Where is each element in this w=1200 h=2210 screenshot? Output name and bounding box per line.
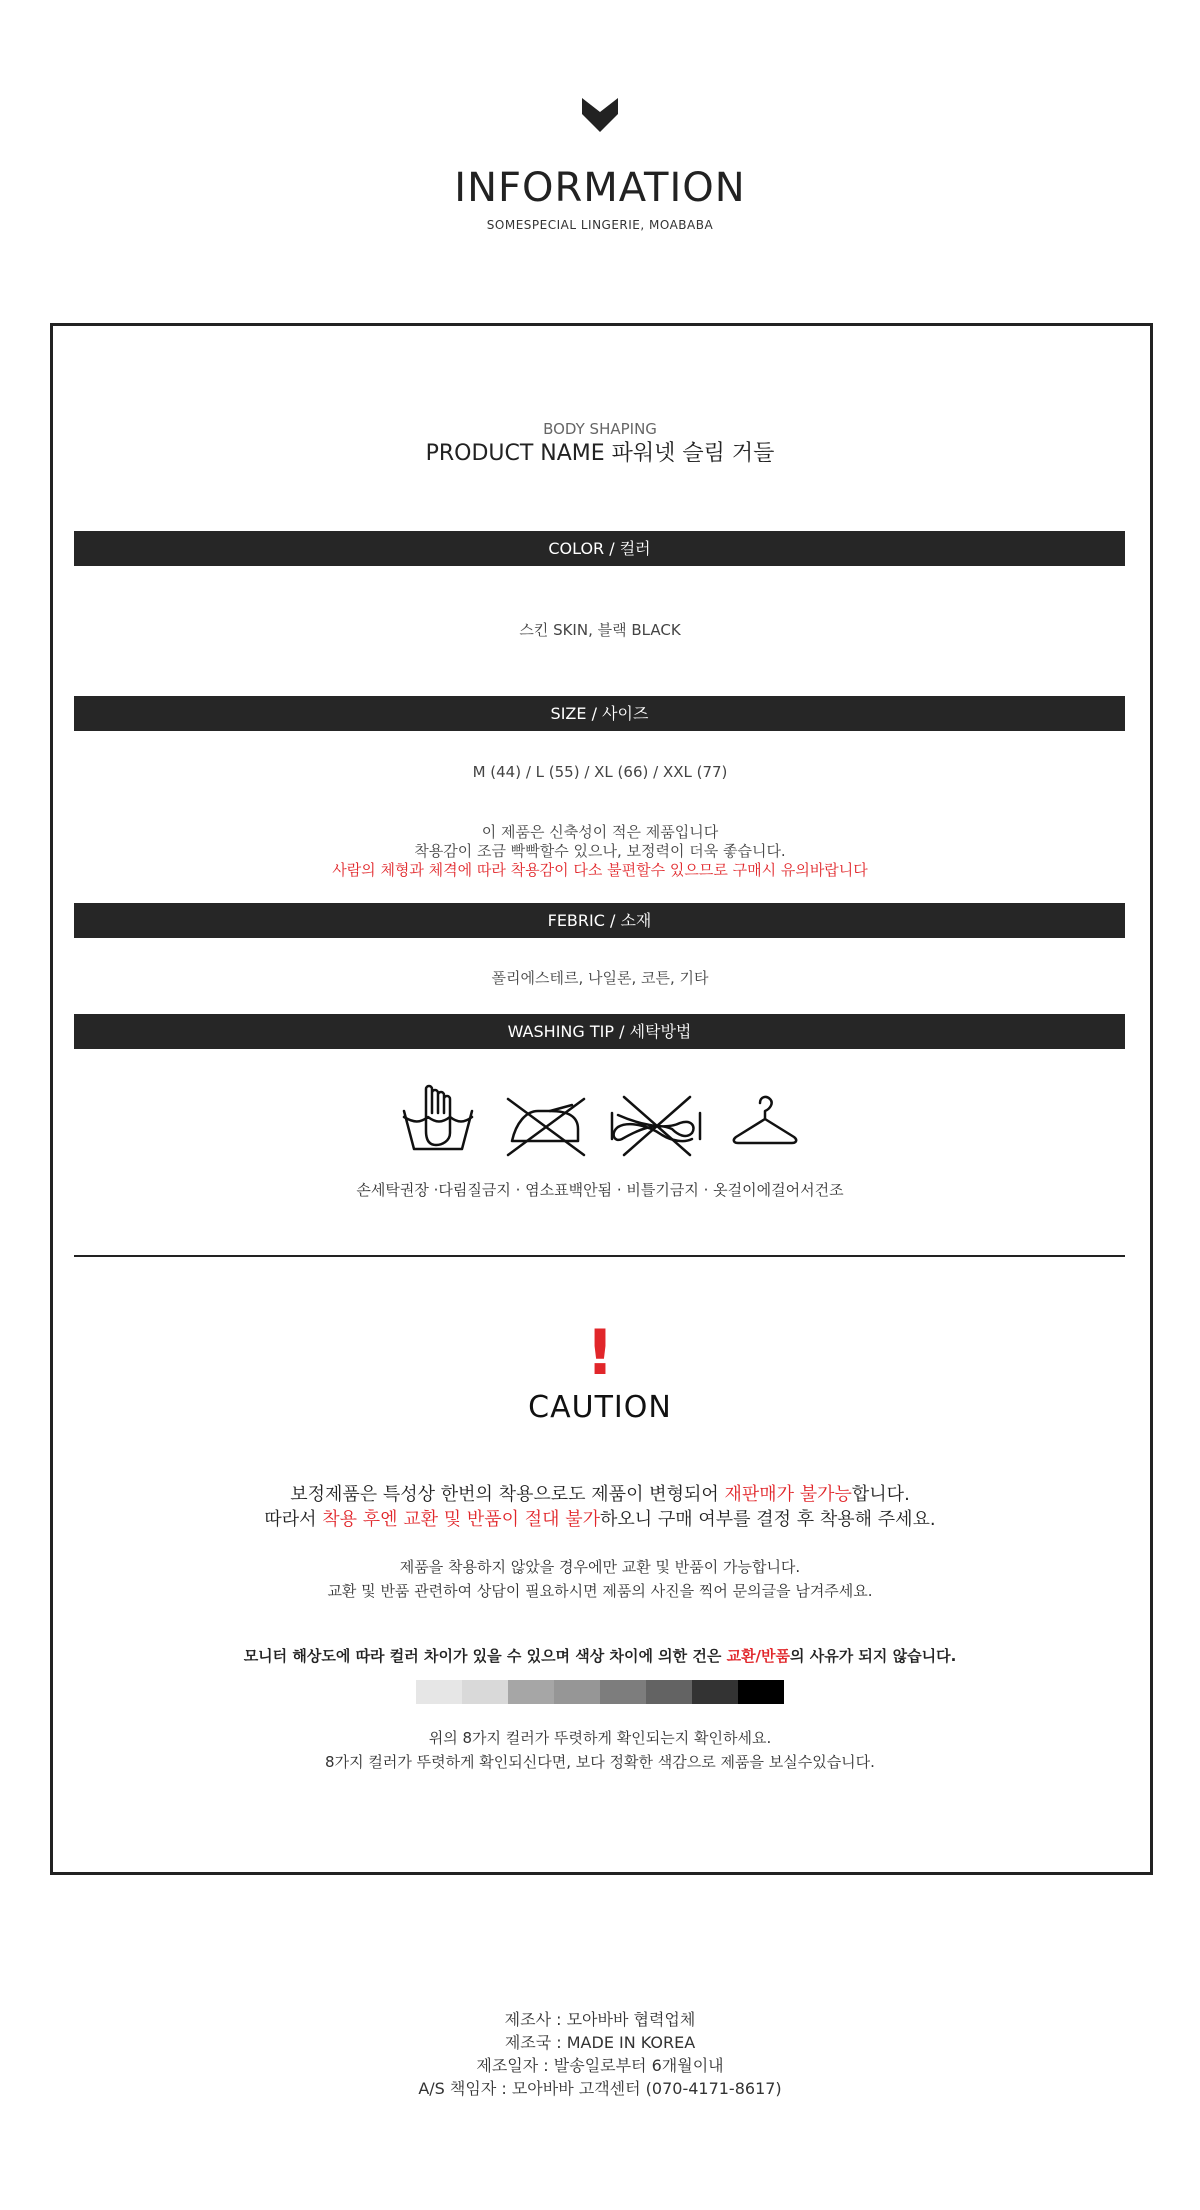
chevron-down-icon xyxy=(582,98,618,132)
swatch xyxy=(738,1680,784,1704)
size-value: M (44) / L (55) / XL (66) / XXL (77) xyxy=(472,763,728,781)
info-subtitle: SOMESPECIAL LINGERIE, MOABABA xyxy=(486,218,714,232)
swatch xyxy=(416,1680,462,1704)
fabric-value: 폴리에스테르, 나일론, 코튼, 기타 xyxy=(491,969,709,987)
caution-title: CAUTION xyxy=(528,1390,672,1425)
exclamation-icon: ! xyxy=(585,1316,615,1389)
caution-line-1-end: 합니다. xyxy=(851,1484,910,1505)
caution-line-2-text: 따라서 xyxy=(264,1509,323,1530)
product-name: PRODUCT NAME 파워넷 슬림 거들 xyxy=(425,441,775,466)
caution-line-1-highlight: 재판매가 불가능 xyxy=(724,1484,852,1505)
hanger-icon xyxy=(734,1097,796,1143)
size-warning: 사람의 체형과 체격에 따라 착용감이 다소 불편할수 있으므로 구매시 유의바랍니다 xyxy=(332,861,868,879)
hand-wash-icon xyxy=(404,1086,472,1149)
caution-line-2 xyxy=(0,1505,1200,1531)
size-heading: SIZE / 사이즈 xyxy=(74,696,1125,731)
footer-maker: 제조사 : 모아바바 협력업체 xyxy=(504,2010,696,2029)
caution-line-1-text: 보정제품은 특성상 한번의 착용으로도 제품이 변형되어 xyxy=(290,1484,725,1505)
product-category: BODY SHAPING xyxy=(543,420,657,438)
swatch xyxy=(554,1680,600,1704)
swatch xyxy=(692,1680,738,1704)
swatch-note-2: 8가지 컬러가 뚜렷하게 확인되신다면, 보다 정확한 색감으로 제품을 보실수있습니다. xyxy=(325,1753,875,1771)
monitor-notice-highlight: 교환/반품 xyxy=(726,1647,791,1665)
washing-caption: 손세탁권장 ·다림질금지 · 염소표백안됨 · 비틀기금지 · 옷걸이에걸어서건조 xyxy=(356,1181,844,1199)
color-swatches xyxy=(416,1680,784,1704)
swatch-note-1: 위의 8가지 컬러가 뚜렷하게 확인되는지 확인하세요. xyxy=(428,1729,772,1747)
caution-line-2-highlight: 착용 후엔 교환 및 반품이 절대 불가 xyxy=(322,1509,600,1530)
caution-line-3: 제품을 착용하지 않았을 경우에만 교환 및 반품이 가능합니다. xyxy=(399,1558,801,1576)
caution-line-2-end: 하오니 구매 여부를 결정 후 착용해 주세요. xyxy=(600,1509,936,1530)
caution-line-4: 교환 및 반품 관련하여 상담이 필요하시면 제품의 사진을 찍어 문의글을 남겨주세요. xyxy=(327,1582,873,1600)
swatch xyxy=(462,1680,508,1704)
monitor-notice-end: 의 사유가 되지 않습니다. xyxy=(790,1647,957,1665)
swatch xyxy=(600,1680,646,1704)
washing-icons xyxy=(400,1083,800,1158)
no-iron-icon xyxy=(508,1099,584,1155)
no-bleach-icon xyxy=(612,1097,700,1155)
washing-heading: WASHING TIP / 세탁방법 xyxy=(74,1014,1125,1049)
swatch xyxy=(508,1680,554,1704)
info-title: INFORMATION xyxy=(454,165,746,211)
caution-line-1 xyxy=(0,1480,1200,1506)
monitor-notice xyxy=(0,1645,1200,1666)
color-value: 스킨 SKIN, 블랙 BLACK xyxy=(519,621,681,639)
section-divider xyxy=(74,1255,1125,1257)
swatch xyxy=(646,1680,692,1704)
color-heading: COLOR / 컬러 xyxy=(74,531,1125,566)
fabric-heading: FEBRIC / 소재 xyxy=(74,903,1125,938)
size-note-1: 이 제품은 신축성이 적은 제품입니다 xyxy=(481,823,719,841)
size-note-2: 착용감이 조금 빡빡할수 있으나, 보정력이 더욱 좋습니다. xyxy=(414,842,786,860)
monitor-notice-text: 모니터 해상도에 따라 컬러 차이가 있을 수 있으며 색상 차이에 의한 건은 xyxy=(243,1647,727,1665)
footer-as: A/S 책임자 : 모아바바 고객센터 (070-4171-8617) xyxy=(418,2079,782,2098)
footer-country: 제조국 : MADE IN KOREA xyxy=(504,2033,696,2052)
footer-date: 제조일자 : 발송일로부터 6개월이내 xyxy=(476,2056,724,2075)
